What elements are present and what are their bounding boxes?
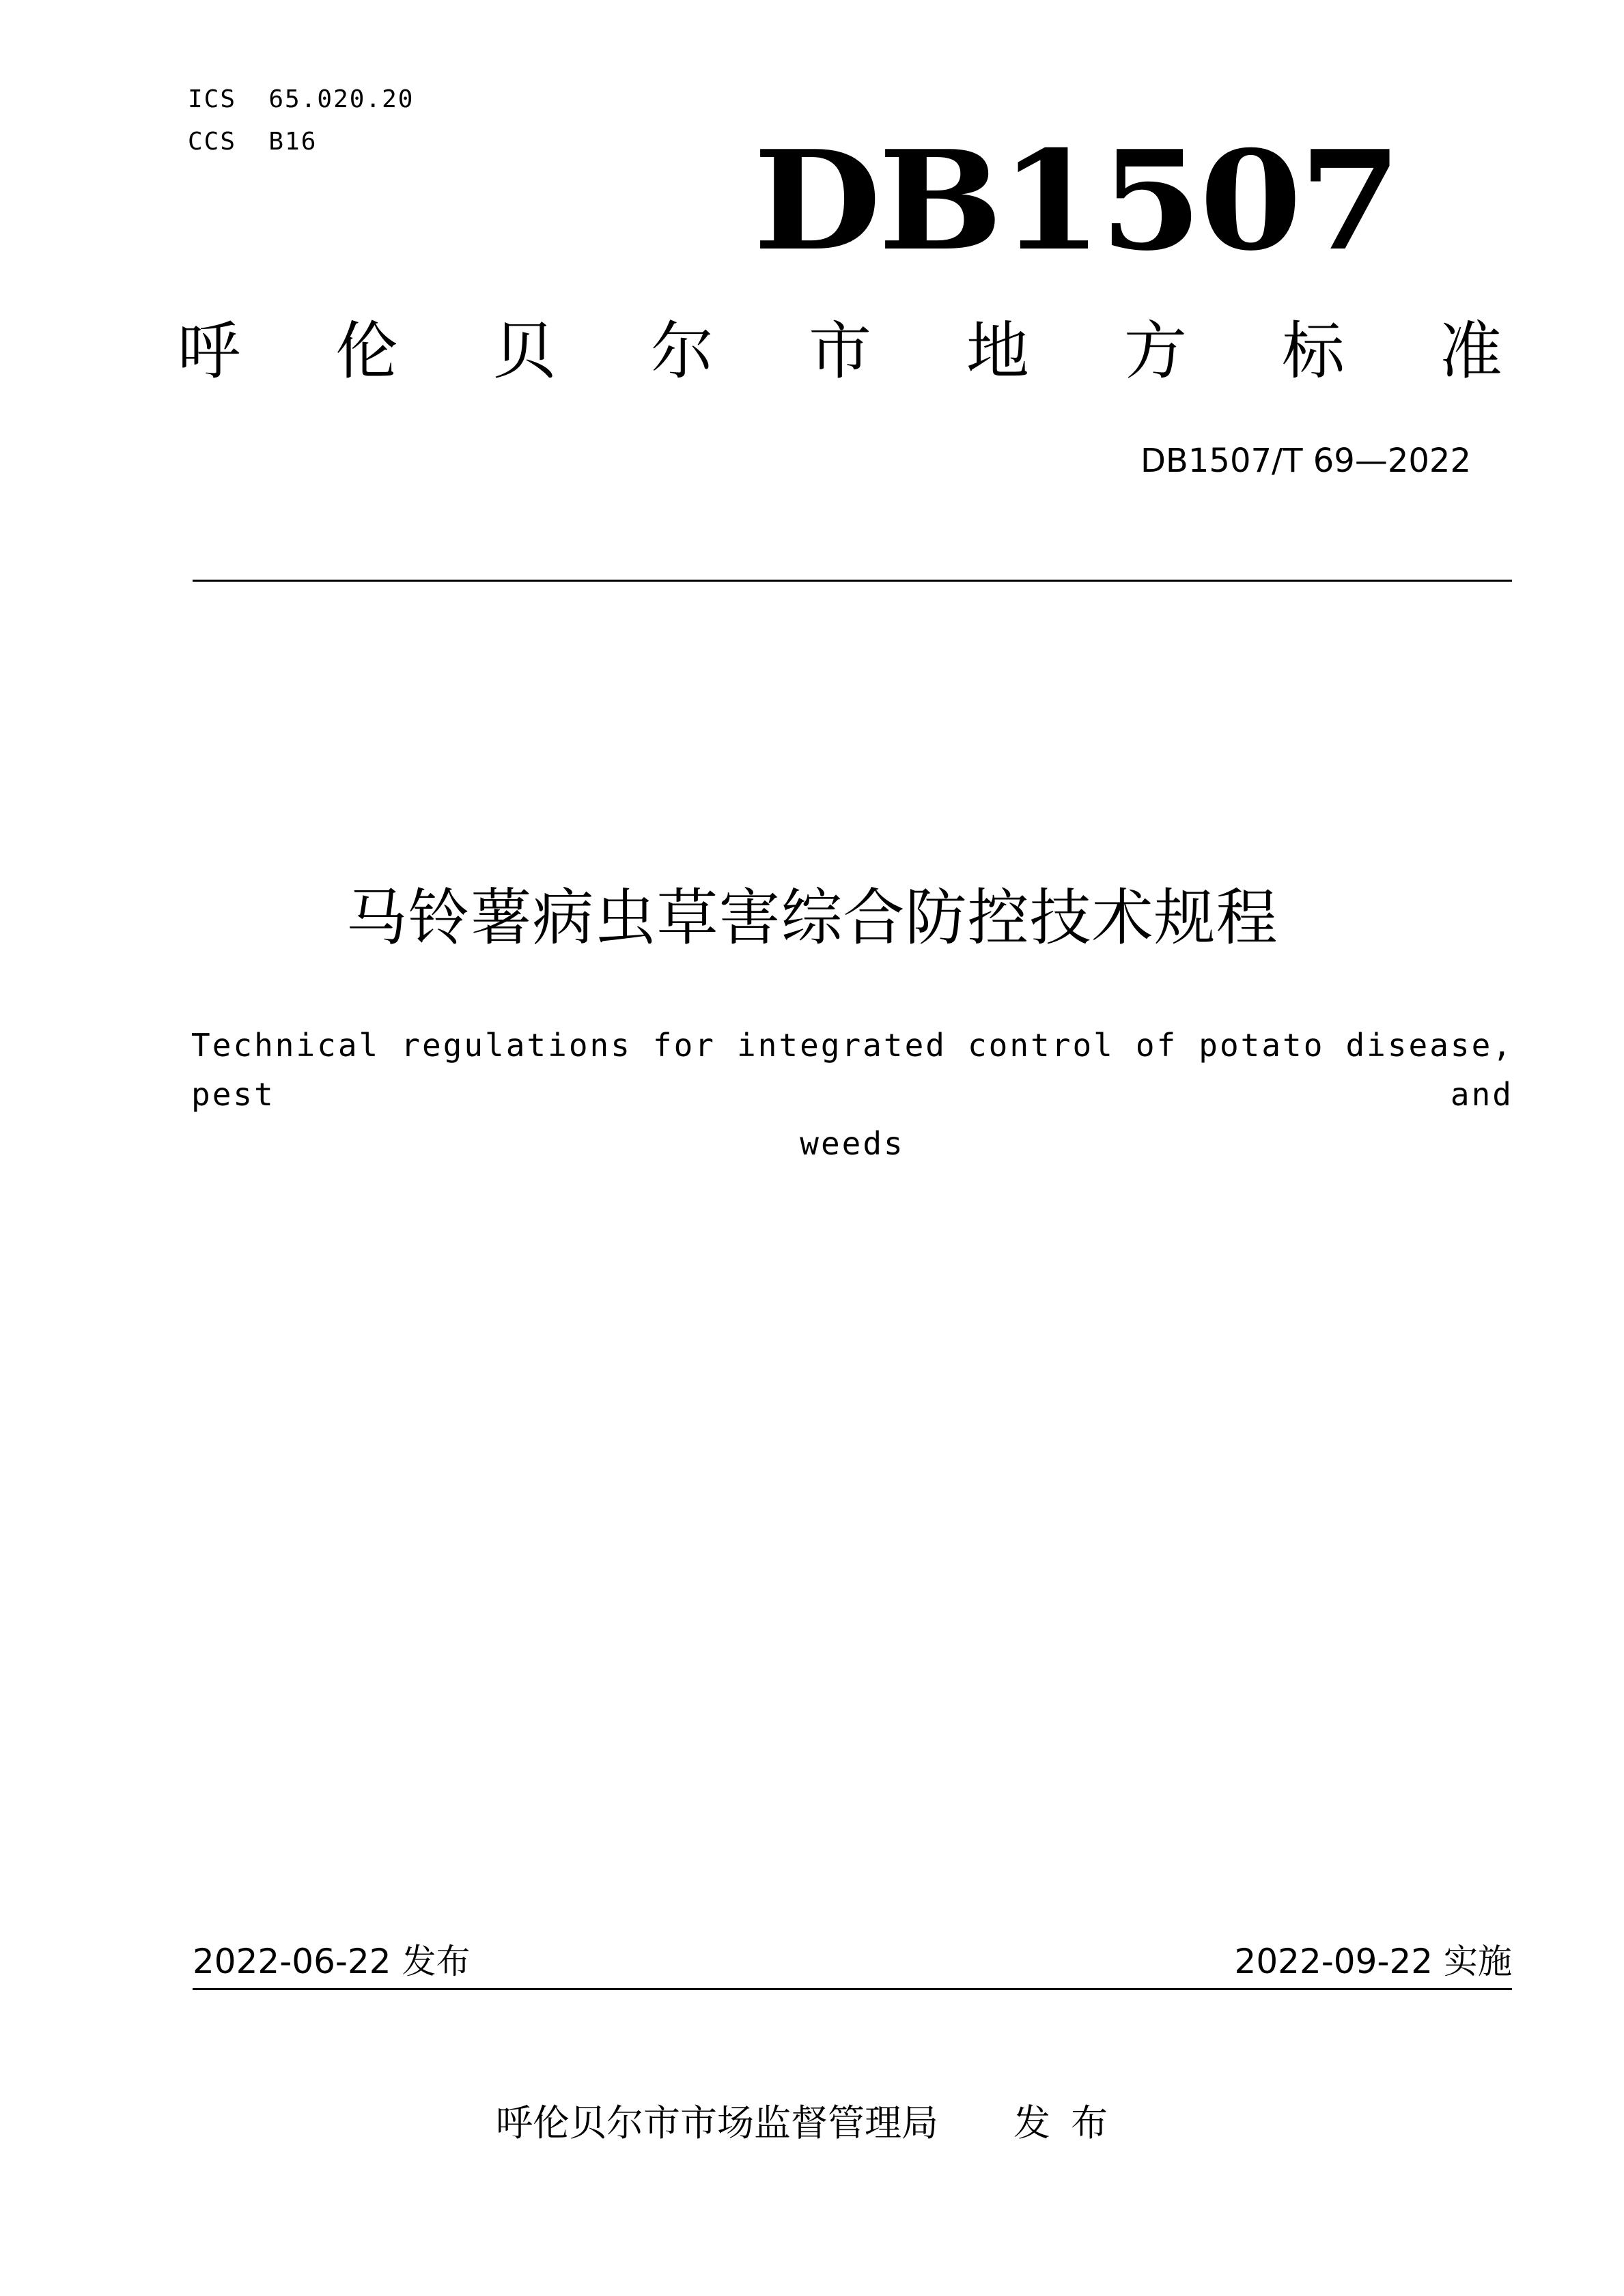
standard-type-char: 标: [1281, 315, 1345, 388]
issue-date: 2022-06-22 发布: [193, 1942, 471, 1981]
standard-type-heading: [178, 311, 1502, 393]
ccs-code: CCS B16: [188, 128, 318, 156]
publisher-line: [0, 2099, 1624, 2147]
standard-type-char: 地: [966, 315, 1029, 388]
standard-type-char: 贝: [492, 315, 556, 388]
standard-type-char: 准: [1439, 315, 1502, 388]
standard-type-char: 方: [1123, 315, 1187, 388]
standard-logo: DB1507: [753, 121, 1399, 281]
header-divider: [193, 580, 1512, 582]
standard-type-char: 市: [808, 315, 871, 388]
footer-divider: [193, 1988, 1512, 1990]
standard-type-char: 呼: [178, 315, 241, 388]
implementation-date: 2022-09-22 实施: [1234, 1942, 1512, 1981]
classification-codes: [188, 79, 414, 163]
document-title-english-line: Technical regulations for integrated control of potato disease, pest and: [191, 1027, 1513, 1113]
document-title-english-line: weeds: [800, 1125, 905, 1162]
document-title-chinese: 马铃薯病虫草害综合防控技术规程: [346, 882, 1278, 954]
standard-number: DB1507/T 69—2022: [1140, 442, 1471, 480]
standard-type-char: 伦: [335, 315, 398, 388]
publisher-name: 呼伦贝尔市市场监督管理局: [496, 2101, 938, 2144]
publisher-action: 发布: [1013, 2101, 1128, 2144]
standard-type-char: 尔: [650, 315, 714, 388]
document-title-english: [191, 1021, 1513, 1168]
ics-code: ICS 65.020.20: [188, 85, 415, 113]
